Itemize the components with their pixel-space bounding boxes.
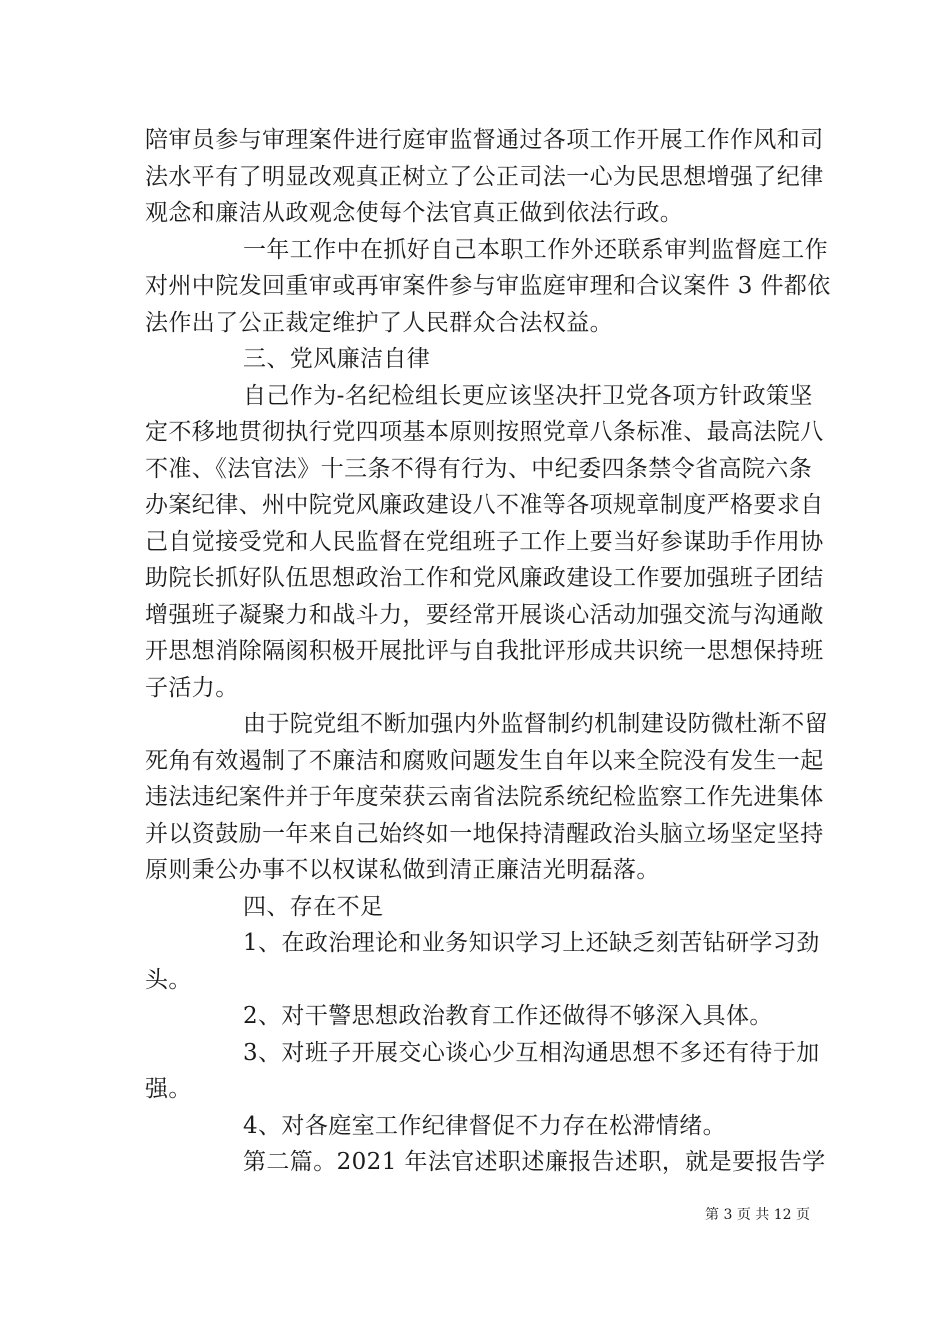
text-line: 第二篇。2021 年法官述职述廉报告述职，就是要报告学: [243, 1149, 826, 1175]
list-item: 4、对各庭室工作纪律督促不力存在松滞情绪。: [243, 1113, 727, 1139]
text-line: 助院长抓好队伍思想政治工作和党风廉政建设工作要加强班子团结: [145, 565, 824, 591]
text-line: 定不移地贯彻执行党四项基本原则按照党章八条标准、最高法院八: [145, 419, 824, 445]
text-line: 不准、《法官法》十三条不得有行为、中纪委四条禁令省高院六条: [145, 456, 813, 482]
section-heading: 三、党风廉洁自律: [243, 346, 431, 372]
text-line: 自己作为-名纪检组长更应该坚决扞卫党各项方针政策坚: [243, 383, 813, 409]
text-line: 法作出了公正裁定维护了人民群众合法权益。: [145, 310, 613, 336]
text-line: 死角有效遏制了不廉洁和腐败问题发生自年以来全院没有发生一起: [145, 748, 824, 774]
section-heading: 四、存在不足: [243, 894, 384, 920]
text-line: 办案纪律、州中院党风廉政建设八不准等各项规章制度严格要求自: [145, 492, 824, 518]
text-line: 己自觉接受党和人民监督在党组班子工作上要当好参谋助手作用协: [145, 529, 824, 555]
text-line: 违法违纪案件并于年度荣获云南省法院系统纪检监察工作先进集体: [145, 784, 824, 810]
list-item: 2、对干警思想政治教育工作还做得不够深入具体。: [243, 1003, 773, 1029]
text-line: 并以资鼓励一年来自己始终如一地保持清醒政治头脑立场坚定坚持: [145, 821, 824, 847]
text-line: 对州中院发回重审或再审案件参与审监庭审理和合议案件 3 件都依: [145, 273, 831, 299]
page-number: 第 3 页 共 12 页: [705, 1207, 810, 1223]
text-line: 一年工作中在抓好自己本职工作外还联系审判监督庭工作: [243, 237, 828, 263]
text-line: 头。: [145, 967, 192, 993]
text-line: 强。: [145, 1076, 192, 1102]
text-line: 原则秉公办事不以权谋私做到清正廉洁光明磊落。: [145, 857, 660, 883]
text-line: 子活力。: [145, 675, 239, 701]
text-line: 观念和廉洁从政观念使每个法官真正做到依法行政。: [145, 200, 684, 226]
text-line: 法水平有了明显改观真正树立了公正司法一心为民思想增强了纪律: [145, 164, 824, 190]
text-line: 陪审员参与审理案件进行庭审监督通过各项工作开展工作作风和司: [145, 127, 824, 153]
text-line: 开思想消除隔阂积极开展批评与自我批评形成共识统一思想保持班: [145, 638, 824, 664]
list-item: 3、对班子开展交心谈心少互相沟通思想不多还有待于加: [243, 1040, 820, 1066]
text-line: 由于院党组不断加强内外监督制约机制建设防微杜渐不留: [243, 711, 828, 737]
text-line: 增强班子凝聚力和战斗力，要经常开展谈心活动加强交流与沟通敞: [145, 602, 824, 628]
list-item: 1、在政治理论和业务知识学习上还缺乏刻苦钻研学习劲: [243, 930, 820, 956]
